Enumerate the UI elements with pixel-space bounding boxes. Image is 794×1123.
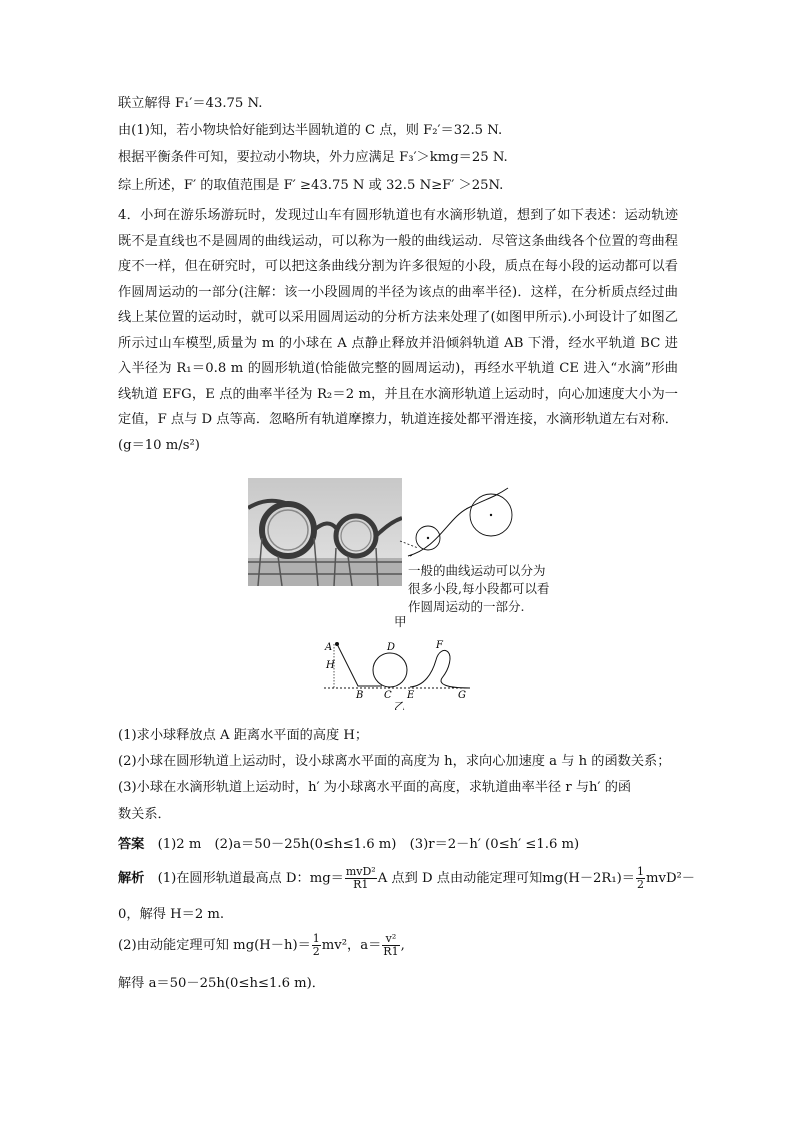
point-B: B xyxy=(356,690,364,701)
point-C: C xyxy=(384,690,392,701)
roller-coaster-photo xyxy=(248,478,402,586)
frac-den: R1 xyxy=(383,945,399,958)
frac-den: R1 xyxy=(353,878,369,891)
fraction-one-half xyxy=(312,933,321,958)
figure-jia-label: 甲 xyxy=(394,614,407,629)
point-E: E xyxy=(407,690,415,701)
analysis-line-2: 0，解得 H＝2 m. xyxy=(118,907,225,922)
point-F: F xyxy=(436,640,443,651)
answer-label: 答案 xyxy=(118,837,145,852)
problem-number: 4． xyxy=(118,208,141,223)
analysis-text-1c: mvD²－ xyxy=(645,871,695,886)
analysis-text-3b: mv²，a＝ xyxy=(321,938,382,953)
caption-line: 作圆周运动的一部分. xyxy=(408,599,525,614)
solution-line-2: 由(1)知，若小物块恰好能到达半圆轨道的 C 点，则 F₂′＝32.5 N. xyxy=(118,123,503,138)
question-3-cont: 数关系． xyxy=(118,807,171,822)
figure-jia-caption xyxy=(408,562,549,616)
fraction-v2-over-R1 xyxy=(382,933,399,958)
caption-line: 很多小段,每小段都可以看 xyxy=(408,581,550,596)
analysis-text-1b: A 点到 D 点由动能定理可知mg(H－2R₁)＝ xyxy=(377,871,635,886)
answer-line xyxy=(118,835,579,855)
analysis-line-4: 解得 a＝50－25h(0≤h≤1.6 m)． xyxy=(118,976,325,991)
caption-line: 一般的曲线运动可以分为 xyxy=(408,563,546,578)
fraction-mvD2-over-R1 xyxy=(345,866,377,891)
analysis-text-1a: (1)在圆形轨道最高点 D：mg＝ xyxy=(157,871,344,886)
frac-den: 2 xyxy=(312,945,320,958)
solution-line-3: 根据平衡条件可知，要拉动小物块，外力应满足 F₃′＞kmg＝25 N. xyxy=(118,150,508,165)
frac-num: mvD² xyxy=(345,865,376,878)
frac-den: 2 xyxy=(636,878,644,891)
label-H: H xyxy=(326,660,335,671)
question-3: (3)小球在水滴形轨道上运动时，h′ 为小球离水平面的高度，求轨道曲率半径 r 与h′ 的函 xyxy=(118,780,632,795)
curve-diagram xyxy=(398,478,558,558)
point-G: G xyxy=(458,690,466,701)
analysis-label: 解析 xyxy=(118,871,145,886)
question-2: (2)小球在圆形轨道上运动时，设小球离水平面的高度为 h，求向心加速度 a 与 h 的函数关系； xyxy=(118,754,671,769)
analysis-text-3a: (2)由动能定理可知 mg(H－h)＝ xyxy=(118,938,311,953)
problem-text: 小珂在游乐场游玩时，发现过山车有圆形轨道也有水滴形轨道，想到了如下表述：运动轨迹既不是直线也不是圆周的曲线运动，可以称为一般的曲线运动．尽管这条曲线各个位置的弯曲程度不一样，但在研究时，可以把这条曲线分割为许多很短的小段，质点在每小段的运动都可以看作圆周运动的一部分(注解：该一小段圆周的半径为该点的曲率半径)．这样，在分析质点经过曲线上某位置的运动时，就可以采用圆周运动的分析方法来处理了(如图甲所示).小珂设计了如图乙所示过山车模型,质量为 m 的小球在 A 点静止释放并沿倾斜轨道 AB 下滑，经水平轨道 BC 进入半径为 R₁＝0.8 m 的圆形轨道(恰能做完整的圆周运动)，再经水平轨道 CE 进入“水滴”形曲线轨道 EFG，E 点的曲率半径为 R₂＝2 m，并且在水滴形轨道上运动时，向心加速度大小为一定值，F 点与 D 点等高．忽略所有轨道摩擦力，轨道连接处都平滑连接，水滴形轨道左右对称．(g＝10 m/s²) xyxy=(118,208,679,453)
point-A: A xyxy=(325,642,333,653)
figure-yi-label: 乙 xyxy=(394,700,405,710)
answer-text: (1)2 m (2)a＝50－25h(0≤h≤1.6 m) (3)r＝2－h′ (0≤h′ ≤1.6 m) xyxy=(157,837,580,852)
figure-yi xyxy=(320,638,490,710)
frac-num: 1 xyxy=(636,865,644,878)
analysis-line-3 xyxy=(118,933,405,959)
point-D: D xyxy=(387,642,396,653)
solution-line-4: 综上所述，F′ 的取值范围是 F′ ≥43.75 N 或 32.5 N≥F′ ＞25N. xyxy=(118,178,504,193)
figure-jia xyxy=(248,478,558,628)
analysis-line-1 xyxy=(118,866,695,892)
frac-num: 1 xyxy=(312,932,320,945)
analysis-text-3c: , xyxy=(400,938,405,953)
solution-line-1: 联立解得 F₁′＝43.75 N. xyxy=(118,96,263,111)
question-1: (1)求小球释放点 A 距离水平面的高度 H； xyxy=(118,728,369,743)
frac-num: v² xyxy=(382,933,399,946)
fraction-one-half xyxy=(636,866,645,891)
problem-4 xyxy=(118,203,678,458)
